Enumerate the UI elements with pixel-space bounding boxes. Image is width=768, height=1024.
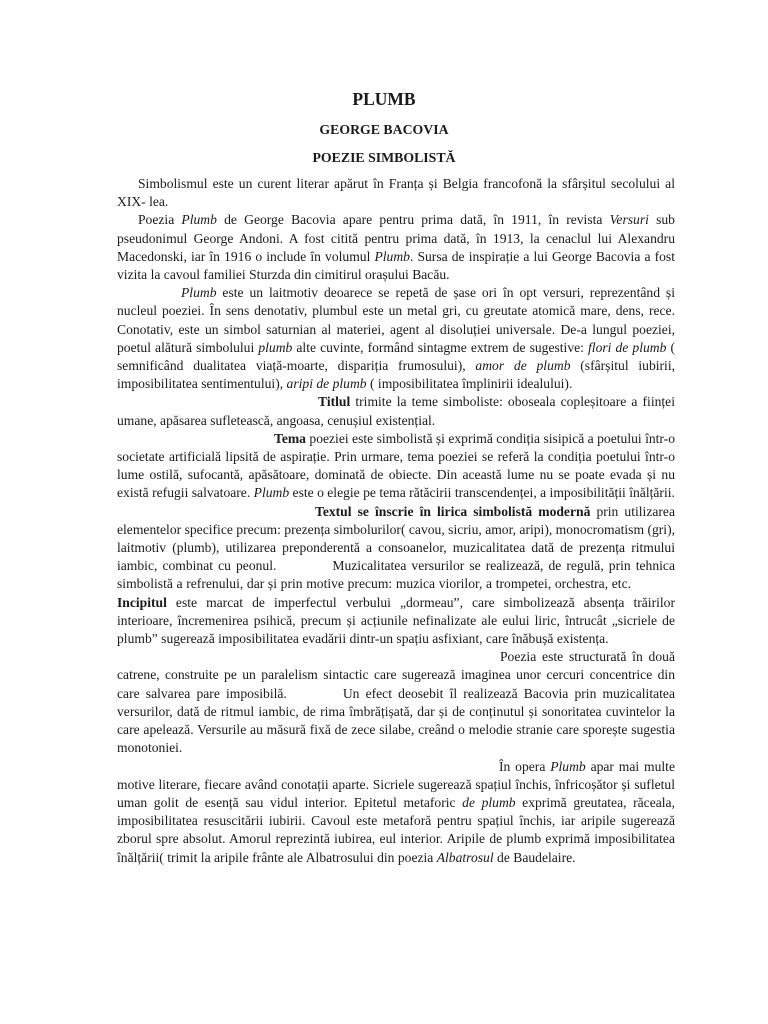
paragraph-laitmotiv: Plumb este un laitmotiv deoarece se repetă de șase ori în opt versuri, reprezentând și nucleul poeziei. În sens denotativ, plumbul este un metal gri, cu greutate atomică mare, dens, rece. Conotativ, este un simbol saturnian al materiei, agent al disoluției universale. De-a lungul poeziei, poetul alătură simbolului plumb alte cuvinte, formând sintagme extrem de sugestive: flori de plumb ( semnificând dualitatea viață-moarte, dispariția frumosului), amor de plumb (sfârșitul iubirii, imposibilitatea sentimentului), aripi de plumb ( imposibilitatea împlinirii idealului). xyxy=(117,285,676,392)
paragraph-intro: Simbolismul este un curent literar apărut în Franța și Belgia francofonă la sfârșitul secolului al XIX- lea. xyxy=(117,176,675,210)
paragraph-structure: Poezia este structurată în două catrene, construite pe un paralelism sintactic care sugerează imaginea unor cercuri concentrice din care salvarea pare imposibilă. Un efect deosebit îl realizează Bacovia prin muzicalitatea versurilor, dată de ritmul iambic, de rima îmbrățișată, dar și de conținutul și sonoritatea cuvintelor la care apelează. Versurile au măsură fixă de zece silabe, creând o melodie stranie care sporește sugestia monotoniei. xyxy=(117,649,675,756)
paragraph-title: Titlul trimite la teme simboliste: oboseala copleșitoare a ființei umane, apăsarea sufletească, angoasa, cenușiul existențial. xyxy=(117,394,675,428)
paragraph-theme: Tema poeziei este simbolistă și exprimă condiția sisipică a poetului într-o societate artificială lipsită de aspirație. Prin urmare, tema poeziei se referă la condiția poetului într-o lume ostilă, sufocantă, apăsătoare, dominată de obiecte. Din această lume nu se poate evada și nu există refugii salvatoare. Plumb este o elegie pe tema rătăcirii transcendenței, a imposibilității înălțării. xyxy=(117,430,675,501)
paragraph-motifs: În opera Plumb apar mai multe motive literare, fiecare având conotații aparte. Sicriele sugerează spațiul închis, înfricoșător și sufletul uman golit de esență sau vidul interior. Epitetul metaforic de plumb exprimă greutatea, răceala, imposibilitatea resuscitării iubirii. Cavoul este metaforă pentru spațiul închis, iar aripile sugerează zborul spre absolut. Amorul reprezintă iubirea, eul interior. Aripile de plumb exprimă imposibilitatea înălțării( trimit la aripile frânte ale Albatrosului din poezia Albatrosul de Baudelaire. xyxy=(117,758,675,865)
paragraph-symbolism: Textul se înscrie în lirica simbolistă modernă prin utilizarea elementelor specifice precum: prezența simbolurilor( cavou, sicriu, amor, aripi), monocromatism (gri), laitmotiv (plumb), utilizarea preponderentă a consoanelor, muzicalitatea dată de prezența ritmului iambic, combinat cu peonul. Muzicalitatea versurilor se realizează, de regulă, prin tehnica simbolistă a refrenului, dar și prin motive precum: muzica viorilor, a trompetei, orchestra, etc.Incipitul este marcat de imperfectul verbului „dormeau”, care simbolizează absența trăirilor interioare, încremenirea psihică, precum și acțiunile nefinalizate ale eului liric, întrucât „sicriele de plumb” sugerează imposibilitatea evadării dintr-un spațiu asfixiant, care înăbușă existența. xyxy=(117,503,675,647)
author-heading: GEORGE BACOVIA xyxy=(319,122,449,137)
paragraph-publication: Poezia Plumb de George Bacovia apare pentru prima dată, în 1911, în revista Versuri sub pseudonimul George Andoni. A fost citită pentru prima dată, în 1913, la cenaclul lui Alexandru Macedonski, iar în 1916 o include în volumul Plumb. Sursa de inspirație a lui George Bacovia a fost vizita la cavoul familiei Sturzda din cimitirul orașului Bacău. xyxy=(117,212,675,283)
subtitle-heading: POEZIE SIMBOLISTĂ xyxy=(312,150,456,165)
document-body xyxy=(117,175,675,867)
document-title: PLUMB xyxy=(352,89,416,109)
